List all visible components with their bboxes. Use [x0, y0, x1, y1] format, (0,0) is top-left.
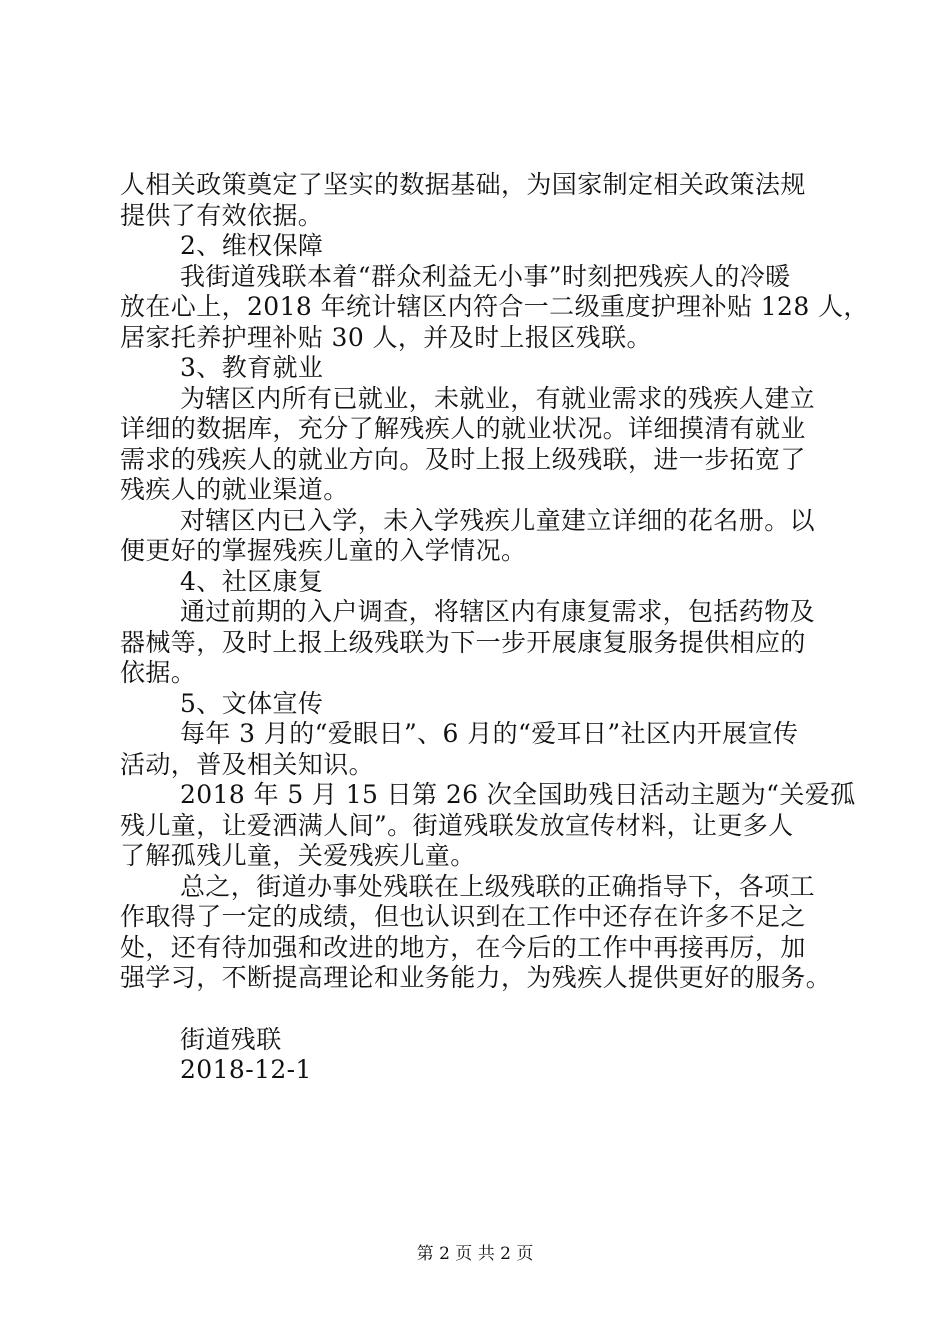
body-line: 2018 年 5 月 15 日第 26 次全国助残日活动主题为“关爱孤 — [180, 780, 856, 809]
body-line: 残疾人的就业渠道。 — [120, 475, 349, 504]
body-line: 对辖区内已入学，未入学残疾儿童建立详细的花名册。以 — [180, 505, 816, 535]
body-line: 提供了有效依据。 — [120, 200, 324, 230]
section-heading: 5、文体宣传 — [180, 688, 324, 718]
signature-org: 街道残联 — [180, 1024, 282, 1054]
signature-date: 2018-12-1 — [180, 1055, 312, 1084]
body-line: 需求的残疾人的就业方向。及时上报上级残联，进一步拓宽了 — [120, 444, 806, 474]
body-line: 了解孤残儿童，关爱残疾儿童。 — [120, 841, 476, 870]
body-line: 人相关政策奠定了坚实的数据基础，为国家制定相关政策法规 — [120, 170, 806, 199]
document-body — [120, 170, 869, 1086]
body-line: 作取得了一定的成绩，但也认识到在工作中还存在许多不足之 — [120, 902, 806, 931]
body-line: 总之，街道办事处残联在上级残联的正确指导下，各项工 — [180, 871, 816, 901]
body-line: 强学习，不断提高理论和业务能力，为残疾人提供更好的服务。 — [120, 963, 832, 992]
section-heading: 2、维权保障 — [180, 231, 324, 260]
body-line: 活动，普及相关知识。 — [120, 749, 375, 779]
body-line: 处，还有待加强和改进的地方，在今后的工作中再接再厉，加 — [120, 932, 806, 962]
body-line: 器械等，及时上报上级残联为下一步开展康复服务提供相应的 — [120, 627, 806, 657]
body-line: 详细的数据库，充分了解残疾人的就业状况。详细摸清有就业 — [120, 414, 806, 443]
body-line: 每年 3 月的“爱眼日”、6 月的“爱耳日”社区内开展宣传 — [180, 719, 799, 748]
body-line: 为辖区内所有已就业，未就业，有就业需求的残疾人建立 — [180, 383, 816, 413]
body-line: 残儿童，让爱洒满人间”。街道残联发放宣传材料，让更多人 — [120, 810, 794, 840]
section-heading: 4、社区康复 — [180, 566, 324, 596]
page-footer: 第 2 页 共 2 页 — [416, 1244, 534, 1264]
body-line: 通过前期的入户调查，将辖区内有康复需求，包括药物及 — [180, 597, 816, 626]
body-line: 居家托养护理补贴 30 人，并及时上报区残联。 — [120, 322, 652, 352]
body-line: 便更好的掌握残疾儿童的入学情况。 — [120, 536, 527, 565]
body-line: 我街道残联本着“群众利益无小事”时刻把残疾人的冷暖 — [180, 261, 791, 291]
signature-spacer — [120, 994, 840, 1025]
section-heading: 3、教育就业 — [180, 353, 324, 382]
body-line: 放在心上，2018 年统计辖区内符合一二级重度护理补贴 128 人， — [120, 292, 869, 321]
body-line: 依据。 — [120, 658, 197, 687]
